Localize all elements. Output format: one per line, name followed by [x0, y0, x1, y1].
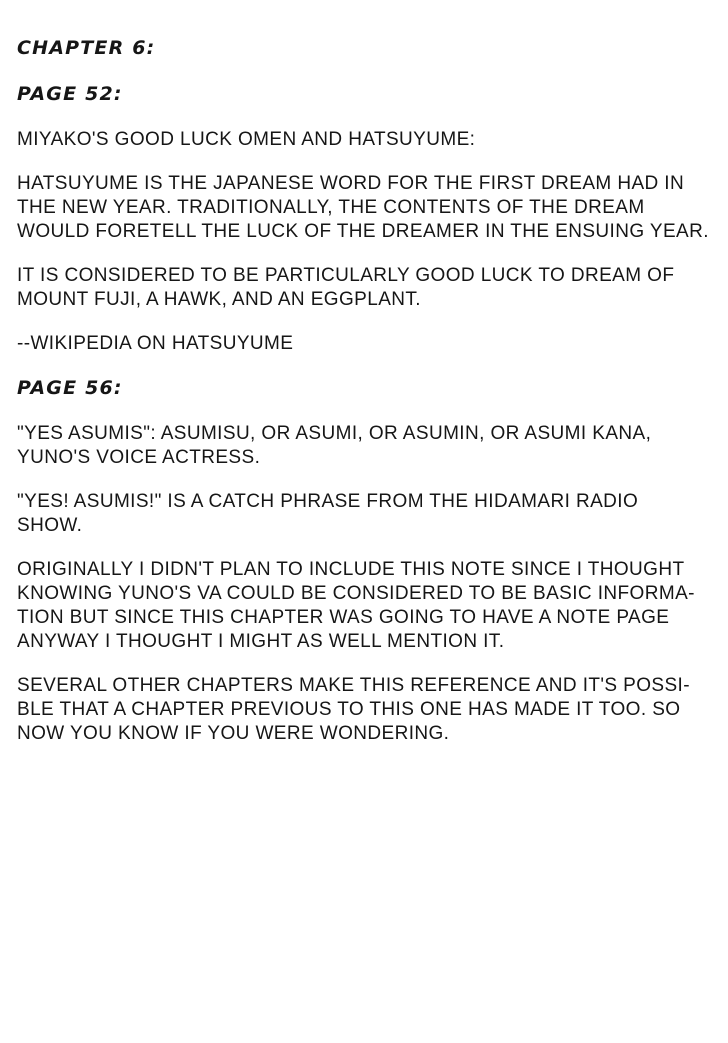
note-paragraph — [17, 264, 706, 312]
note-paragraph — [17, 422, 706, 470]
text-line: ANYWAY I THOUGHT I MIGHT AS WELL MENTION IT. — [17, 631, 505, 652]
note-paragraph — [17, 490, 706, 538]
chapter-title: CHAPTER 6: — [17, 37, 156, 59]
section-heading-page-52: PAGE 52: — [17, 83, 123, 105]
text-line: BLE THAT A CHAPTER PREVIOUS TO THIS ONE HAS MADE IT TOO. SO — [17, 699, 681, 720]
note-paragraph — [17, 172, 709, 244]
section-heading-page-56: PAGE 56: — [17, 377, 123, 399]
text-line: "YES! ASUMIS!" IS A CATCH PHRASE FROM THE HIDAMARI RADIO — [17, 491, 639, 512]
text-line: "YES ASUMIS": ASUMISU, OR ASUMI, OR ASUMIN, OR ASUMI KANA, — [17, 423, 652, 444]
text-line: ORIGINALLY I DIDN'T PLAN TO INCLUDE THIS NOTE SINCE I THOUGHT — [17, 559, 685, 580]
note-paragraph — [17, 674, 706, 746]
text-line: NOW YOU KNOW IF YOU WERE WONDERING. — [17, 723, 450, 744]
text-line: --WIKIPEDIA ON HATSUYUME — [17, 333, 294, 354]
note-paragraph — [17, 558, 706, 654]
text-line: SHOW. — [17, 515, 83, 536]
text-line: MIYAKO'S GOOD LUCK OMEN AND HATSUYUME: — [17, 129, 476, 150]
text-line: KNOWING YUNO'S VA COULD BE CONSIDERED TO BE BASIC INFORMA- — [17, 583, 695, 604]
text-line: WOULD FORETELL THE LUCK OF THE DREAMER IN THE ENSUING YEAR. — [17, 221, 709, 242]
note-paragraph — [17, 332, 706, 356]
note-paragraph — [17, 128, 706, 152]
text-line: THE NEW YEAR. TRADITIONALLY, THE CONTENTS OF THE DREAM — [17, 197, 645, 218]
text-line: HATSUYUME IS THE JAPANESE WORD FOR THE FIRST DREAM HAD IN — [17, 173, 685, 194]
text-line: MOUNT FUJI, A HAWK, AND AN EGGPLANT. — [17, 289, 421, 310]
text-line: SEVERAL OTHER CHAPTERS MAKE THIS REFERENCE AND IT'S POSSI- — [17, 675, 690, 696]
text-line: TION BUT SINCE THIS CHAPTER WAS GOING TO HAVE A NOTE PAGE — [17, 607, 670, 628]
text-line: IT IS CONSIDERED TO BE PARTICULARLY GOOD LUCK TO DREAM OF — [17, 265, 675, 286]
text-line: YUNO'S VOICE ACTRESS. — [17, 447, 261, 468]
